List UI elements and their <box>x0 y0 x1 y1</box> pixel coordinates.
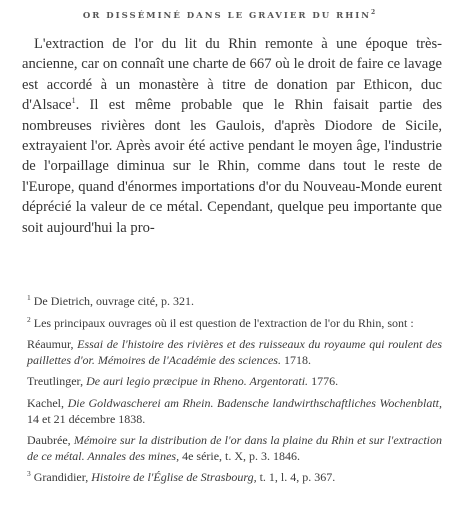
footnote-3 <box>14 470 442 486</box>
footnotes <box>14 294 442 492</box>
footnote-1 <box>14 294 442 310</box>
treutlinger-year: 1776. <box>311 374 339 389</box>
treutlinger-title: De auri legio præcipue in Rheno. Argentorati. <box>86 374 309 389</box>
running-header <box>0 9 458 21</box>
reference-daubree <box>14 433 442 464</box>
kachel-date: 14 et 21 décembre 1838. <box>27 411 146 426</box>
daubree-rest: 4e série, t. X, p. 3. 1846. <box>182 448 301 463</box>
footnote-2 <box>14 316 442 332</box>
footnote-3-mark: 3 <box>27 469 31 479</box>
treutlinger-author: Treutlinger, <box>27 374 84 389</box>
reference-treutlinger <box>14 374 442 390</box>
reaumur-year: 1718. <box>283 352 311 367</box>
header-note-ref: 2 <box>370 9 376 16</box>
reaumur-author: Réaumur, <box>27 337 74 352</box>
reaumur-title: Essai de l'histoire des rivières et des ruisseaux du royaume qui roulent des paillettes d'or. Mémoires de l'Académie des sciences. <box>27 337 443 367</box>
running-title: OR DISSÉMINÉ DANS LE GRAVIER DU RHIN <box>82 10 371 21</box>
footnote-2-text: Les principaux ouvrages où il est question de l'extraction de l'or du Rhin, sont : <box>33 315 414 330</box>
reference-reaumur <box>14 337 442 368</box>
grandidier-author: Grandidier, <box>33 470 89 485</box>
paragraph-part-2: . Il est même probable que le Rhin faisait partie des nombreuses rivières dont les Gaulois, d'après Diodore de Sicile, extrayaient l'or. Après avoir été active pendant le moyen âge, l'industrie de l'orpaillage diminua sur le Rhin, comme dans tout le reste de l'Europe, quand d'énormes importations d'or du Nouveau-Monde eurent déprécié la valeur de ce métal. Cependant, quelque peu importante que soit aujourd'hui la pro- <box>22 97 442 236</box>
daubree-title: Mémoire sur la distribution de l'or dans la plaine du Rhin et sur l'extraction de ce métal. Annales des mines, <box>27 433 443 463</box>
kachel-title: Die Goldwascherei am Rhein. Badensche landwirthschaftliches Wochenblatt, <box>67 395 443 410</box>
grandidier-rest: t. 1, l. 4, p. 367. <box>259 470 336 485</box>
footnote-ref-1: 1 <box>71 96 76 106</box>
daubree-author: Daubrée, <box>27 433 71 448</box>
footnote-1-mark: 1 <box>27 293 31 302</box>
footnote-1-text: De Dietrich, ouvrage cité, p. 321. <box>33 294 195 308</box>
footnote-2-mark: 2 <box>27 314 31 324</box>
grandidier-title: Histoire de l'Église de Strasbourg, <box>91 470 257 485</box>
main-paragraph <box>22 34 442 238</box>
reference-kachel <box>14 396 442 427</box>
paragraph-part-1: L'extraction de l'or du lit du Rhin remonte à une époque très-ancienne, car on connaît une charte de 667 où le droit de faire ce lavage est accordé à un monastère à titre de donation par Ethicon, duc d'Alsace <box>22 36 442 114</box>
kachel-author: Kachel, <box>27 395 64 410</box>
